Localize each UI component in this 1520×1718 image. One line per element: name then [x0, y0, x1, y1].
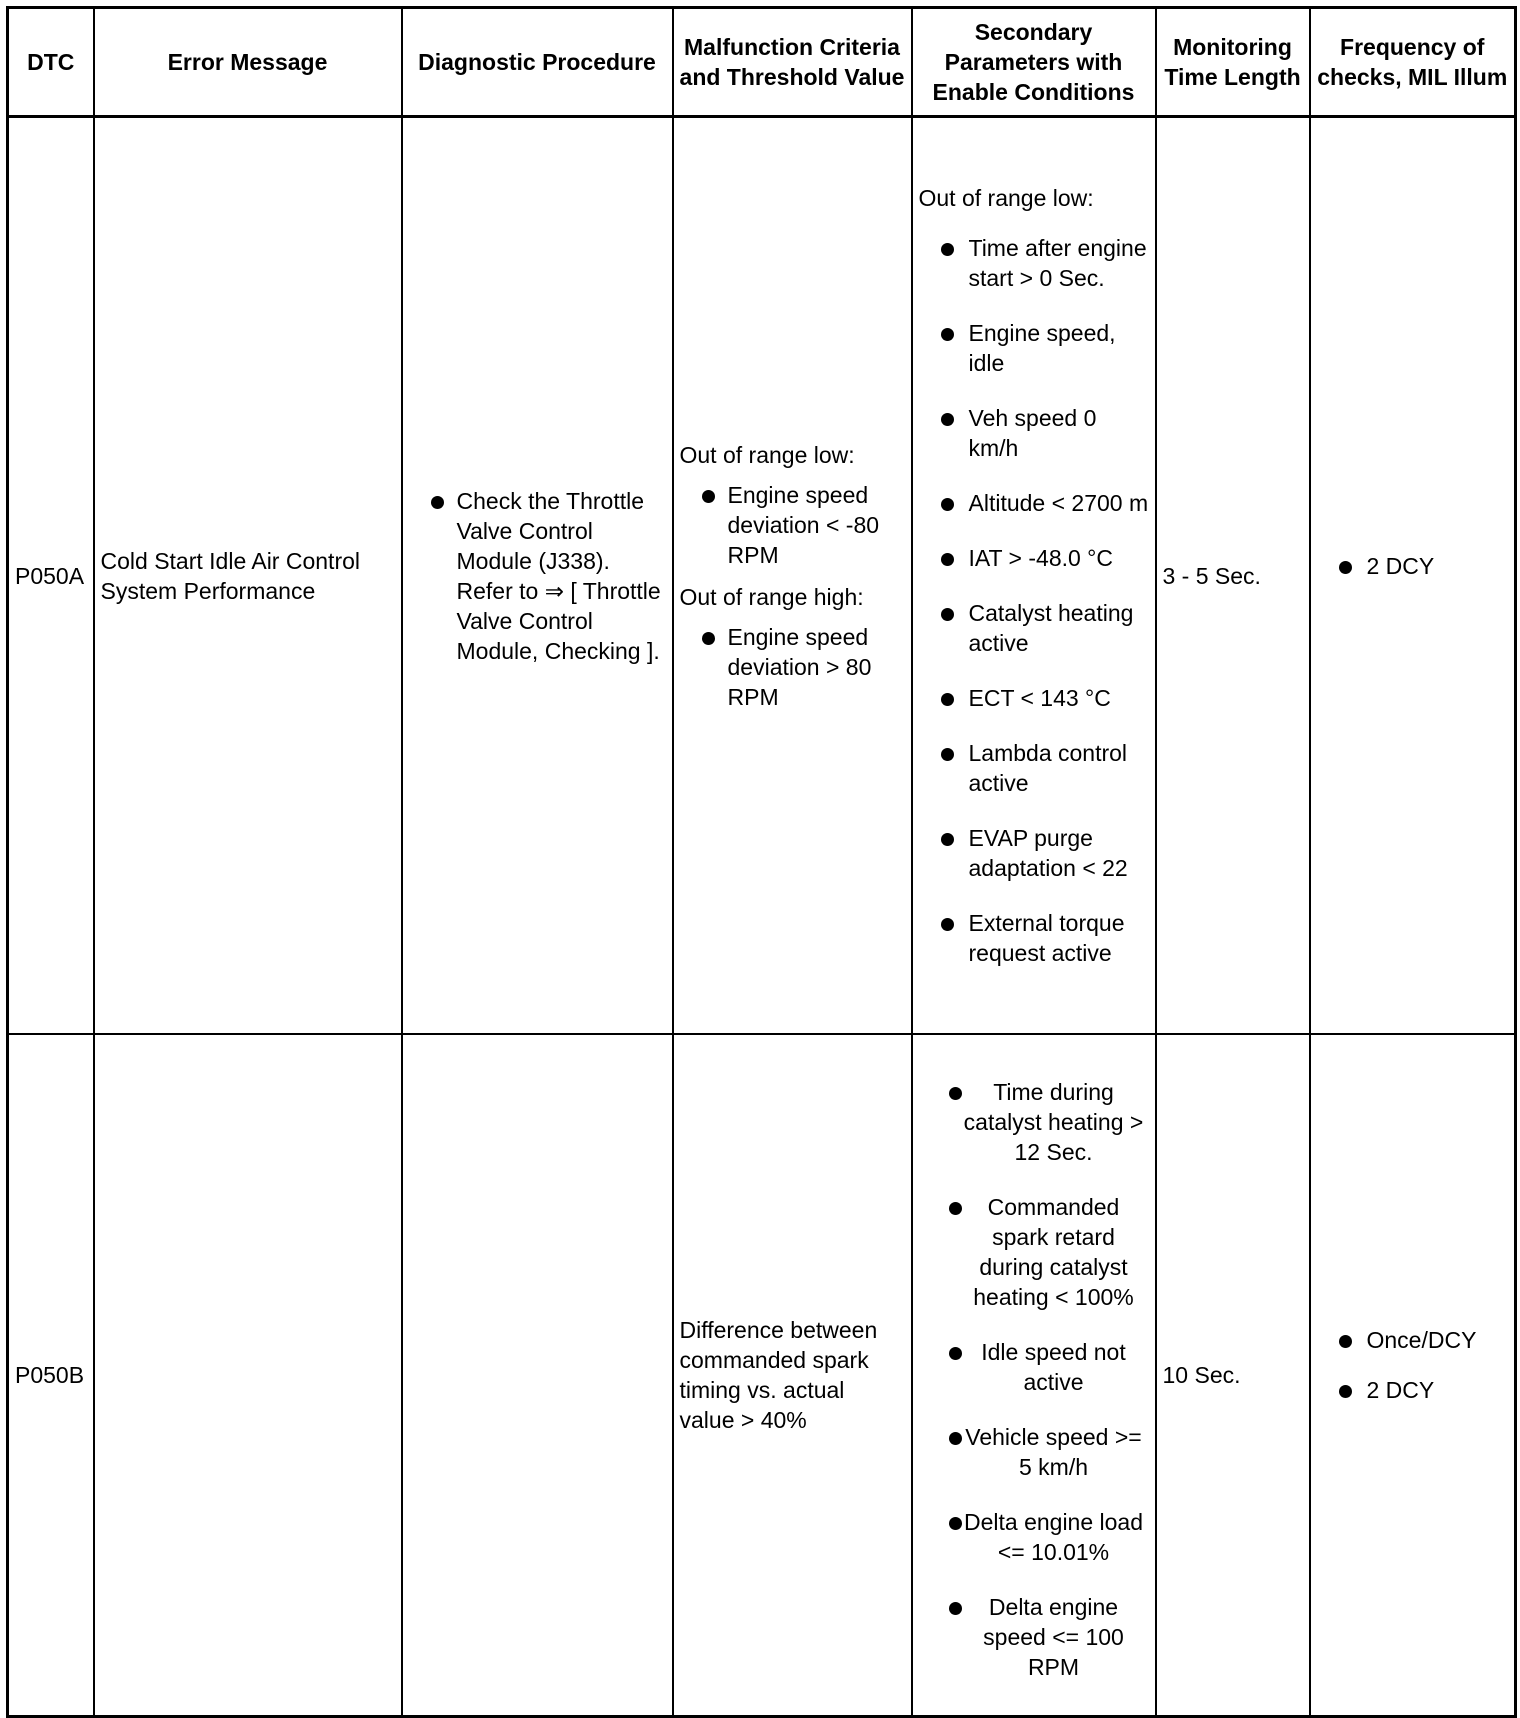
- secondary-item: Catalyst heating active: [919, 598, 1149, 658]
- secondary-item: Altitude < 2700 m: [919, 488, 1149, 518]
- procedure-cell: [402, 1034, 673, 1717]
- secondary-item: Veh speed 0 km/h: [919, 403, 1149, 463]
- secondary-item: Time after engine start > 0 Sec.: [919, 233, 1149, 293]
- header-diagnostic-procedure: Diagnostic Procedure: [402, 8, 673, 117]
- header-frequency: Frequency of checks, MIL Illum: [1310, 8, 1516, 117]
- table-row: [8, 1034, 1516, 1717]
- secondary-item: Time during catalyst heating > 12 Sec.: [919, 1077, 1149, 1167]
- header-error-message: Error Message: [94, 8, 402, 117]
- secondary-item: Delta engine speed <= 100 RPM: [919, 1592, 1149, 1682]
- malfunction-list: [680, 480, 905, 570]
- procedure-list: [409, 486, 666, 666]
- secondary-item: IAT > -48.0 °C: [919, 543, 1149, 573]
- secondary-item: External torque request active: [919, 908, 1149, 968]
- malfunction-item: Engine speed deviation < -80 RPM: [680, 480, 905, 570]
- malfunction-label: Out of range low:: [679, 441, 855, 468]
- secondary-intro: Out of range low:: [918, 185, 1094, 211]
- secondary-item: Vehicle speed >= 5 km/h: [919, 1422, 1149, 1482]
- frequency-item: 2 DCY: [1317, 1375, 1509, 1405]
- secondary-item: Lambda control active: [919, 738, 1149, 798]
- frequency-cell: [1310, 117, 1516, 1035]
- secondary-item: Commanded spark retard during catalyst heating < 100%: [919, 1192, 1149, 1312]
- frequency-list: [1317, 1325, 1509, 1405]
- secondary-item: Idle speed not active: [919, 1337, 1149, 1397]
- frequency-item: 2 DCY: [1317, 551, 1509, 581]
- malfunction-cell: [673, 117, 912, 1035]
- malfunction-group: [680, 582, 905, 712]
- table-header: [8, 8, 1516, 117]
- secondary-item: EVAP purge adaptation < 22: [919, 823, 1149, 883]
- error-message-cell: Cold Start Idle Air Control System Performance: [94, 117, 402, 1035]
- frequency-list: [1317, 551, 1509, 581]
- header-dtc: DTC: [8, 8, 94, 117]
- header-monitoring-time: Monitoring Time Length: [1156, 8, 1310, 117]
- secondary-item: Delta engine load <= 10.01%: [919, 1507, 1149, 1567]
- malfunction-list: [680, 622, 905, 712]
- frequency-cell: [1310, 1034, 1516, 1717]
- dtc-table: [6, 6, 1517, 1718]
- malfunction-cell: Difference between commanded spark timing vs. actual value > 40%: [673, 1034, 912, 1717]
- error-message-cell: [94, 1034, 402, 1717]
- secondary-list: [919, 1077, 1149, 1682]
- monitoring-time-cell: 10 Sec.: [1156, 1034, 1310, 1717]
- malfunction-group: [680, 440, 905, 570]
- frequency-item: Once/DCY: [1317, 1325, 1509, 1355]
- secondary-item: Engine speed, idle: [919, 318, 1149, 378]
- secondary-parameters-cell: [912, 1034, 1156, 1717]
- monitoring-time-cell: 3 - 5 Sec.: [1156, 117, 1310, 1035]
- table-row: [8, 117, 1516, 1035]
- dtc-cell: P050B: [8, 1034, 94, 1717]
- header-malfunction-criteria: Malfunction Criteria and Threshold Value: [673, 8, 912, 117]
- secondary-item: ECT < 143 °C: [919, 683, 1149, 713]
- secondary-list: [919, 233, 1149, 968]
- dtc-cell: P050A: [8, 117, 94, 1035]
- procedure-cell: [402, 117, 673, 1035]
- procedure-item: Check the Throttle Valve Control Module (J338). Refer to ⇒ [ Throttle Valve Control Module, Checking ].: [409, 486, 666, 666]
- header-secondary-parameters: Secondary Parameters with Enable Conditions: [912, 8, 1156, 117]
- malfunction-label: Out of range high:: [679, 583, 864, 610]
- secondary-parameters-cell: [912, 117, 1156, 1035]
- malfunction-item: Engine speed deviation > 80 RPM: [680, 622, 905, 712]
